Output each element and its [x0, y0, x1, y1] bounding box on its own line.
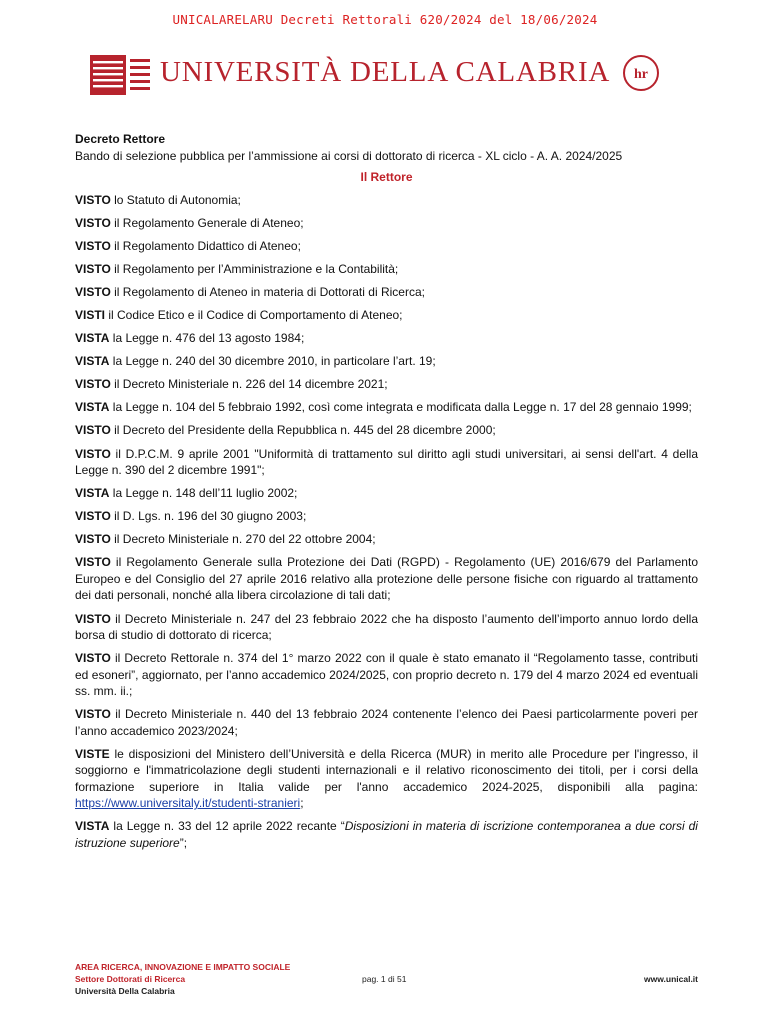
premise-paragraph	[75, 531, 698, 548]
hr-badge-text: hr	[634, 67, 648, 82]
premise-text: il Regolamento Generale sulla Protezione dei Dati (RGPD) - Regolamento (UE) 2016/679 del Parlamento Europeo e del Consiglio del 27 aprile 2016 relativo alla protezione delle persone fisiche con riguardo al trattamento dei dati personali, nonché alla libera circolazione di tali dati;	[75, 555, 698, 603]
premise-keyword: VISTO	[75, 555, 111, 570]
protocol-stamp: UNICALARELARU Decreti Rettorali 620/2024 del 18/06/2024	[172, 12, 598, 27]
hr-excellence-badge-icon	[622, 54, 660, 92]
premise-paragraph	[75, 818, 698, 851]
premise-keyword: VISTI	[75, 307, 106, 322]
premise-keyword: VISTA	[75, 331, 110, 346]
premise-text: la Legge n. 104 del 5 febbraio 1992, così come integrata e modificata dalla Legge n. 17 del 28 gennaio 1999;	[109, 400, 692, 415]
premise-text: il Decreto Rettorale n. 374 del 1° marzo 2022 con il quale è stato emanato il “Regolamento tasse, contributi ed esoneri”, aggiornato, per l’anno accademico 2024/2025, con proprio decreto n. 179 del 4 marzo 2024 ed eventuali ss. mm. ii.;	[75, 651, 698, 699]
premise-paragraph	[75, 261, 698, 278]
footer-sector: Settore Dottorati di Ricerca	[75, 974, 186, 984]
premise-paragraph	[75, 284, 698, 301]
premise-text: la Legge n. 240 del 30 dicembre 2010, in particolare l’art. 19;	[109, 354, 436, 369]
university-header	[88, 50, 688, 100]
premise-keyword: VISTA	[75, 486, 110, 501]
document-subtitle: Bando di selezione pubblica per l’ammissione ai corsi di dottorato di ricerca - XL ciclo - A. A. 2024/2025	[75, 148, 623, 163]
premise-paragraph	[75, 706, 698, 739]
premise-keyword: VISTO	[75, 509, 111, 524]
premise-text: il Decreto Ministeriale n. 440 del 13 febbraio 2024 contenente l’elenco dei Paesi particolarmente poveri per l’anno accademico 2023/2024;	[75, 707, 698, 738]
premise-keyword: VISTO	[75, 192, 111, 207]
premise-paragraph	[75, 376, 698, 393]
premise-keyword: VISTO	[75, 215, 111, 230]
premises-list	[75, 192, 698, 740]
premise-keyword: VISTO	[75, 423, 111, 438]
footer-office	[75, 961, 290, 997]
premise-text: il Regolamento per l’Amministrazione e la Contabilità;	[110, 261, 399, 276]
premise-text: le disposizioni del Ministero dell’Università e della Ricerca (MUR) in merito alle Procedure per l'ingresso, il soggiorno e l'immatricolazione degli studenti internazionali e il relativo riconoscimento dei titoli, per i corsi della formazione superiore in Italia valide per l'anno accademico 2024-2025, disponibili alla pagina:	[75, 746, 698, 794]
premise-paragraph	[75, 192, 698, 209]
premise-keyword: VISTO	[75, 377, 111, 392]
premise-keyword: VISTA	[75, 400, 110, 415]
premise-paragraph	[75, 422, 698, 439]
premise-text: il Decreto Ministeriale n. 247 del 23 febbraio 2022 che ha disposto l’aumento dell’importo annuo lordo della borsa di studio di dottorato di ricerca;	[75, 611, 698, 642]
rettore-heading: Il Rettore	[360, 170, 413, 184]
premise-text: la Legge n. 33 del 12 aprile 2022 recante “	[109, 819, 345, 834]
premise-paragraph	[75, 446, 698, 479]
premise-text: il Regolamento di Ateneo in materia di Dottorati di Ricerca;	[110, 284, 425, 299]
premise-paragraph	[75, 554, 698, 604]
universitaly-link[interactable]: https://www.universitaly.it/studenti-stranieri	[75, 796, 301, 811]
premise-text: il Decreto Ministeriale n. 226 del 14 dicembre 2021;	[110, 377, 388, 392]
premise-keyword: VISTA	[75, 819, 110, 834]
premise-keyword: VISTO	[75, 446, 111, 461]
premise-paragraph	[75, 650, 698, 700]
premise-text: il Codice Etico e il Codice di Comportamento di Ateneo;	[105, 307, 403, 322]
premise-paragraph	[75, 353, 698, 370]
premise-paragraph	[75, 330, 698, 347]
university-name: UNIVERSITÀ DELLA CALABRIA	[160, 56, 611, 88]
premise-paragraph	[75, 611, 698, 644]
premise-text: la Legge n. 476 del 13 agosto 1984;	[109, 331, 305, 346]
premise-text: il Decreto del Presidente della Repubblica n. 445 del 28 dicembre 2000;	[110, 423, 496, 438]
premise-italic-title: Disposizioni in materia di iscrizione contemporanea a due corsi di istruzione superiore	[75, 819, 698, 850]
university-logo-icon	[90, 55, 150, 95]
premise-keyword: VISTO	[75, 611, 111, 626]
premise-text: il Decreto Ministeriale n. 270 del 22 ottobre 2004;	[110, 532, 376, 547]
premise-text: il Regolamento Generale di Ateneo;	[110, 215, 304, 230]
premise-keyword: VISTO	[75, 261, 111, 276]
page-number: pag. 1 di 51	[362, 974, 407, 984]
premise-keyword: VISTO	[75, 284, 111, 299]
premise-text-end: ;	[300, 796, 304, 811]
premise-text: lo Statuto di Autonomia;	[110, 192, 241, 207]
premise-paragraph	[75, 399, 698, 416]
premise-paragraph	[75, 485, 698, 502]
premise-paragraph	[75, 238, 698, 255]
premise-text: il D.P.C.M. 9 aprile 2001 "Uniformità di trattamento sul diritto agli studi universitari, ai sensi dell'art. 4 della Legge n. 390 del 2 dicembre 1991";	[75, 446, 698, 478]
page-footer	[75, 961, 698, 1001]
premise-text: la Legge n. 148 dell’11 luglio 2002;	[109, 486, 298, 501]
premise-keyword: VISTE	[75, 746, 110, 761]
premise-keyword: VISTO	[75, 707, 111, 722]
premise-paragraph	[75, 746, 698, 812]
premise-paragraph	[75, 307, 698, 324]
premise-keyword: VISTO	[75, 238, 111, 253]
premise-text: il D. Lgs. n. 196 del 30 giugno 2003;	[110, 509, 307, 524]
premise-paragraph	[75, 508, 698, 525]
premise-paragraph	[75, 215, 698, 232]
premise-keyword: VISTO	[75, 532, 111, 547]
premise-text-end: ”;	[179, 835, 188, 850]
footer-website-link[interactable]: www.unical.it	[644, 974, 698, 984]
footer-area: AREA RICERCA, INNOVAZIONE E IMPATTO SOCIALE	[75, 962, 291, 972]
premise-keyword: VISTO	[75, 651, 111, 666]
document-title: Decreto Rettore	[75, 132, 166, 146]
premise-text: il Regolamento Didattico di Ateneo;	[110, 238, 301, 253]
footer-university: Università Della Calabria	[75, 986, 175, 996]
premise-keyword: VISTA	[75, 354, 110, 369]
decree-body	[75, 131, 698, 858]
